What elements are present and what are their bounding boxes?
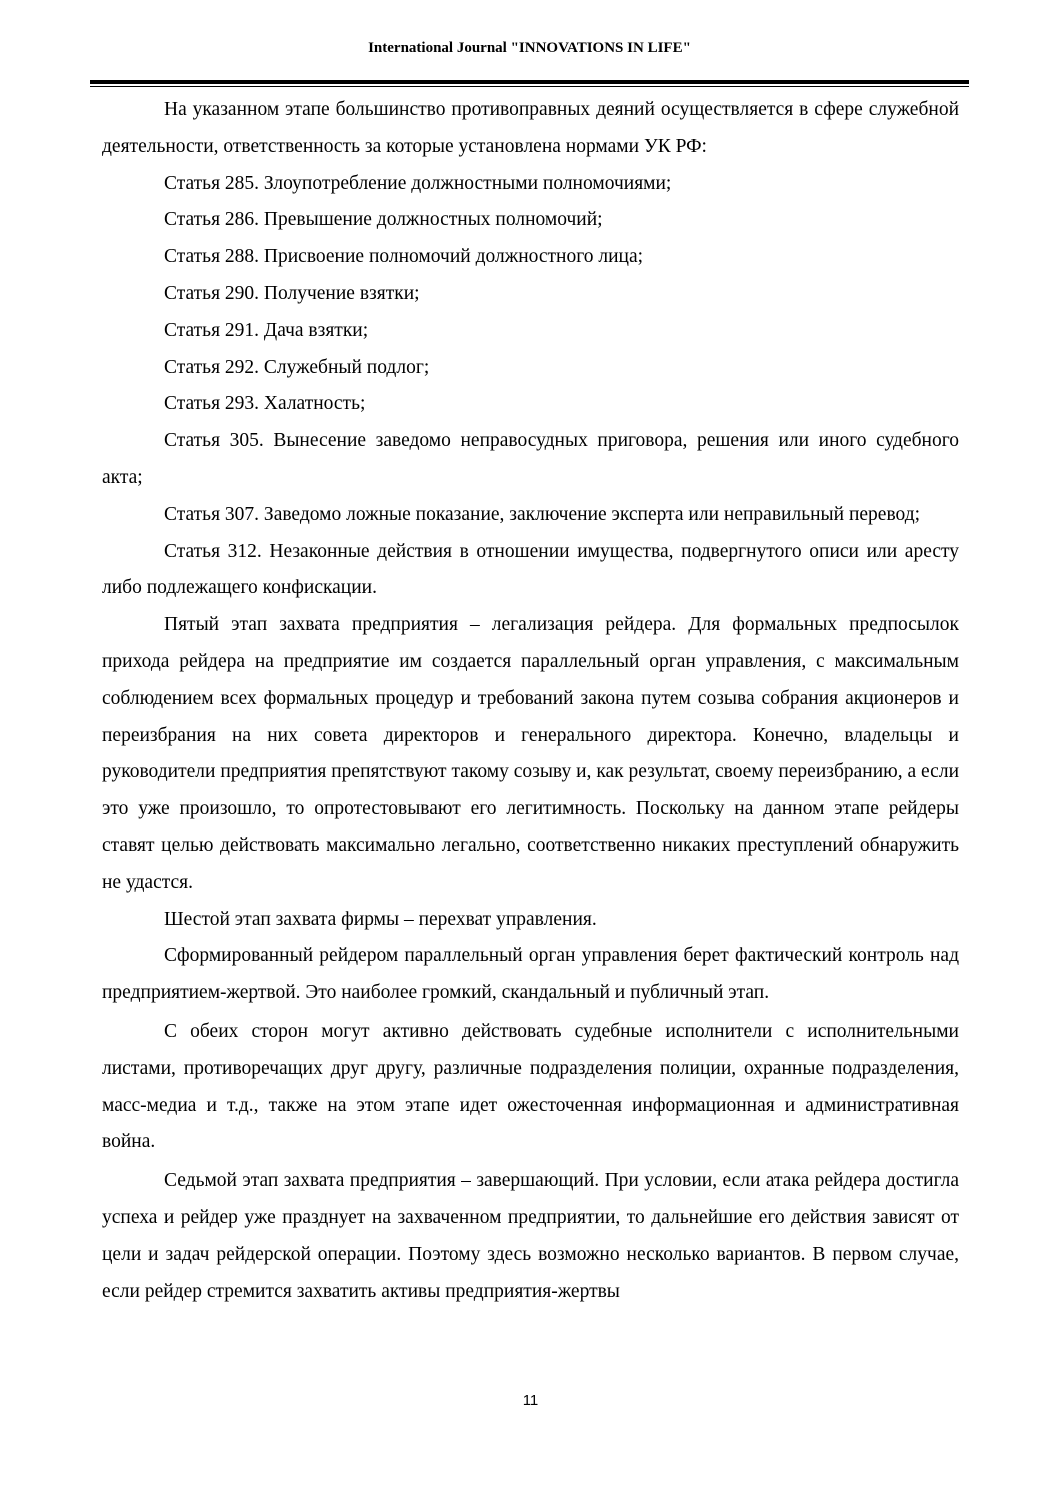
article-item-305: Статья 305. Вынесение заведомо неправосудных приговора, решения или иного судебного акта; xyxy=(102,430,959,488)
article-item-285: Статья 285. Злоупотребление должностными полномочиями; xyxy=(164,172,672,194)
article-item-288: Статья 288. Присвоение полномочий должностного лица; xyxy=(164,246,644,268)
paragraph-stage-seven: Седьмой этап захвата предприятия – завершающий. При условии, если атака рейдера достигла успеха и рейдер уже празднует на захваченном предприятии, то дальнейшие его действия зависят от цели и задач рейдерской операции. Поэтому здесь возможно несколько вариантов. В первом случае, если рейдер стремится захватить активы предприятия-жертвы xyxy=(102,1170,959,1302)
paragraph-stage-six: Шестой этап захвата фирмы – перехват управления. xyxy=(164,908,597,930)
paragraph-intro: На указанном этапе большинство противоправных деяний осуществляется в сфере служебной деятельности, ответственность за которые установлена нормами УК РФ: xyxy=(102,99,959,157)
header-rule-thick xyxy=(90,80,969,84)
paragraph-both-sides: С обеих сторон могут активно действовать судебные исполнители с исполнительными листами, противоречащих друг другу, различные подразделения полиции, охранные подразделения, масс-медиа и т.д., также на этом этапе идет ожесточенная информационная и административная война. xyxy=(102,1020,959,1153)
paragraph-parallel-body: Сформированный рейдером параллельный орган управления берет фактический контроль над предприятием-жертвой. Это наиболее громкий, скандальный и публичный этап. xyxy=(102,945,959,1004)
journal-header: International Journal "INNOVATIONS IN LIFE" xyxy=(368,40,691,56)
article-item-286: Статья 286. Превышение должностных полномочий; xyxy=(164,209,603,231)
page-number: 11 xyxy=(522,1392,539,1409)
article-item-307: Статья 307. Заведомо ложные показание, заключение эксперта или неправильный перевод; xyxy=(164,503,921,525)
article-item-312: Статья 312. Незаконные действия в отношении имущества, подвергнутого описи или аресту либо подлежащего конфискации. xyxy=(102,540,959,599)
paragraph-stage-five: Пятый этап захвата предприятия – легализация рейдера. Для формальных предпосылок прихода рейдера на предприятие им создается параллельный орган управления, с максимальным соблюдением всех формальных процедур и требований закона путем созыва собрания акционеров и переизбрания на них совета директоров и генерального директора. Конечно, владельцы и руководители предприятия препятствуют такому созыву и, как результат, своему переизбранию, а если это уже произошло, то опротестовывают его легитимность. Поскольку на данном этапе рейдеры ставят целью действовать максимально легально, соответственно никаких преступлений обнаружить не удастся. xyxy=(102,614,959,893)
article-item-290: Статья 290. Получение взятки; xyxy=(164,282,420,304)
article-item-292: Статья 292. Служебный подлог; xyxy=(164,356,430,378)
article-item-291: Статья 291. Дача взятки; xyxy=(164,319,369,341)
article-item-293: Статья 293. Халатность; xyxy=(164,393,366,415)
body-text xyxy=(102,92,959,1310)
header-rule-thin xyxy=(90,86,969,87)
